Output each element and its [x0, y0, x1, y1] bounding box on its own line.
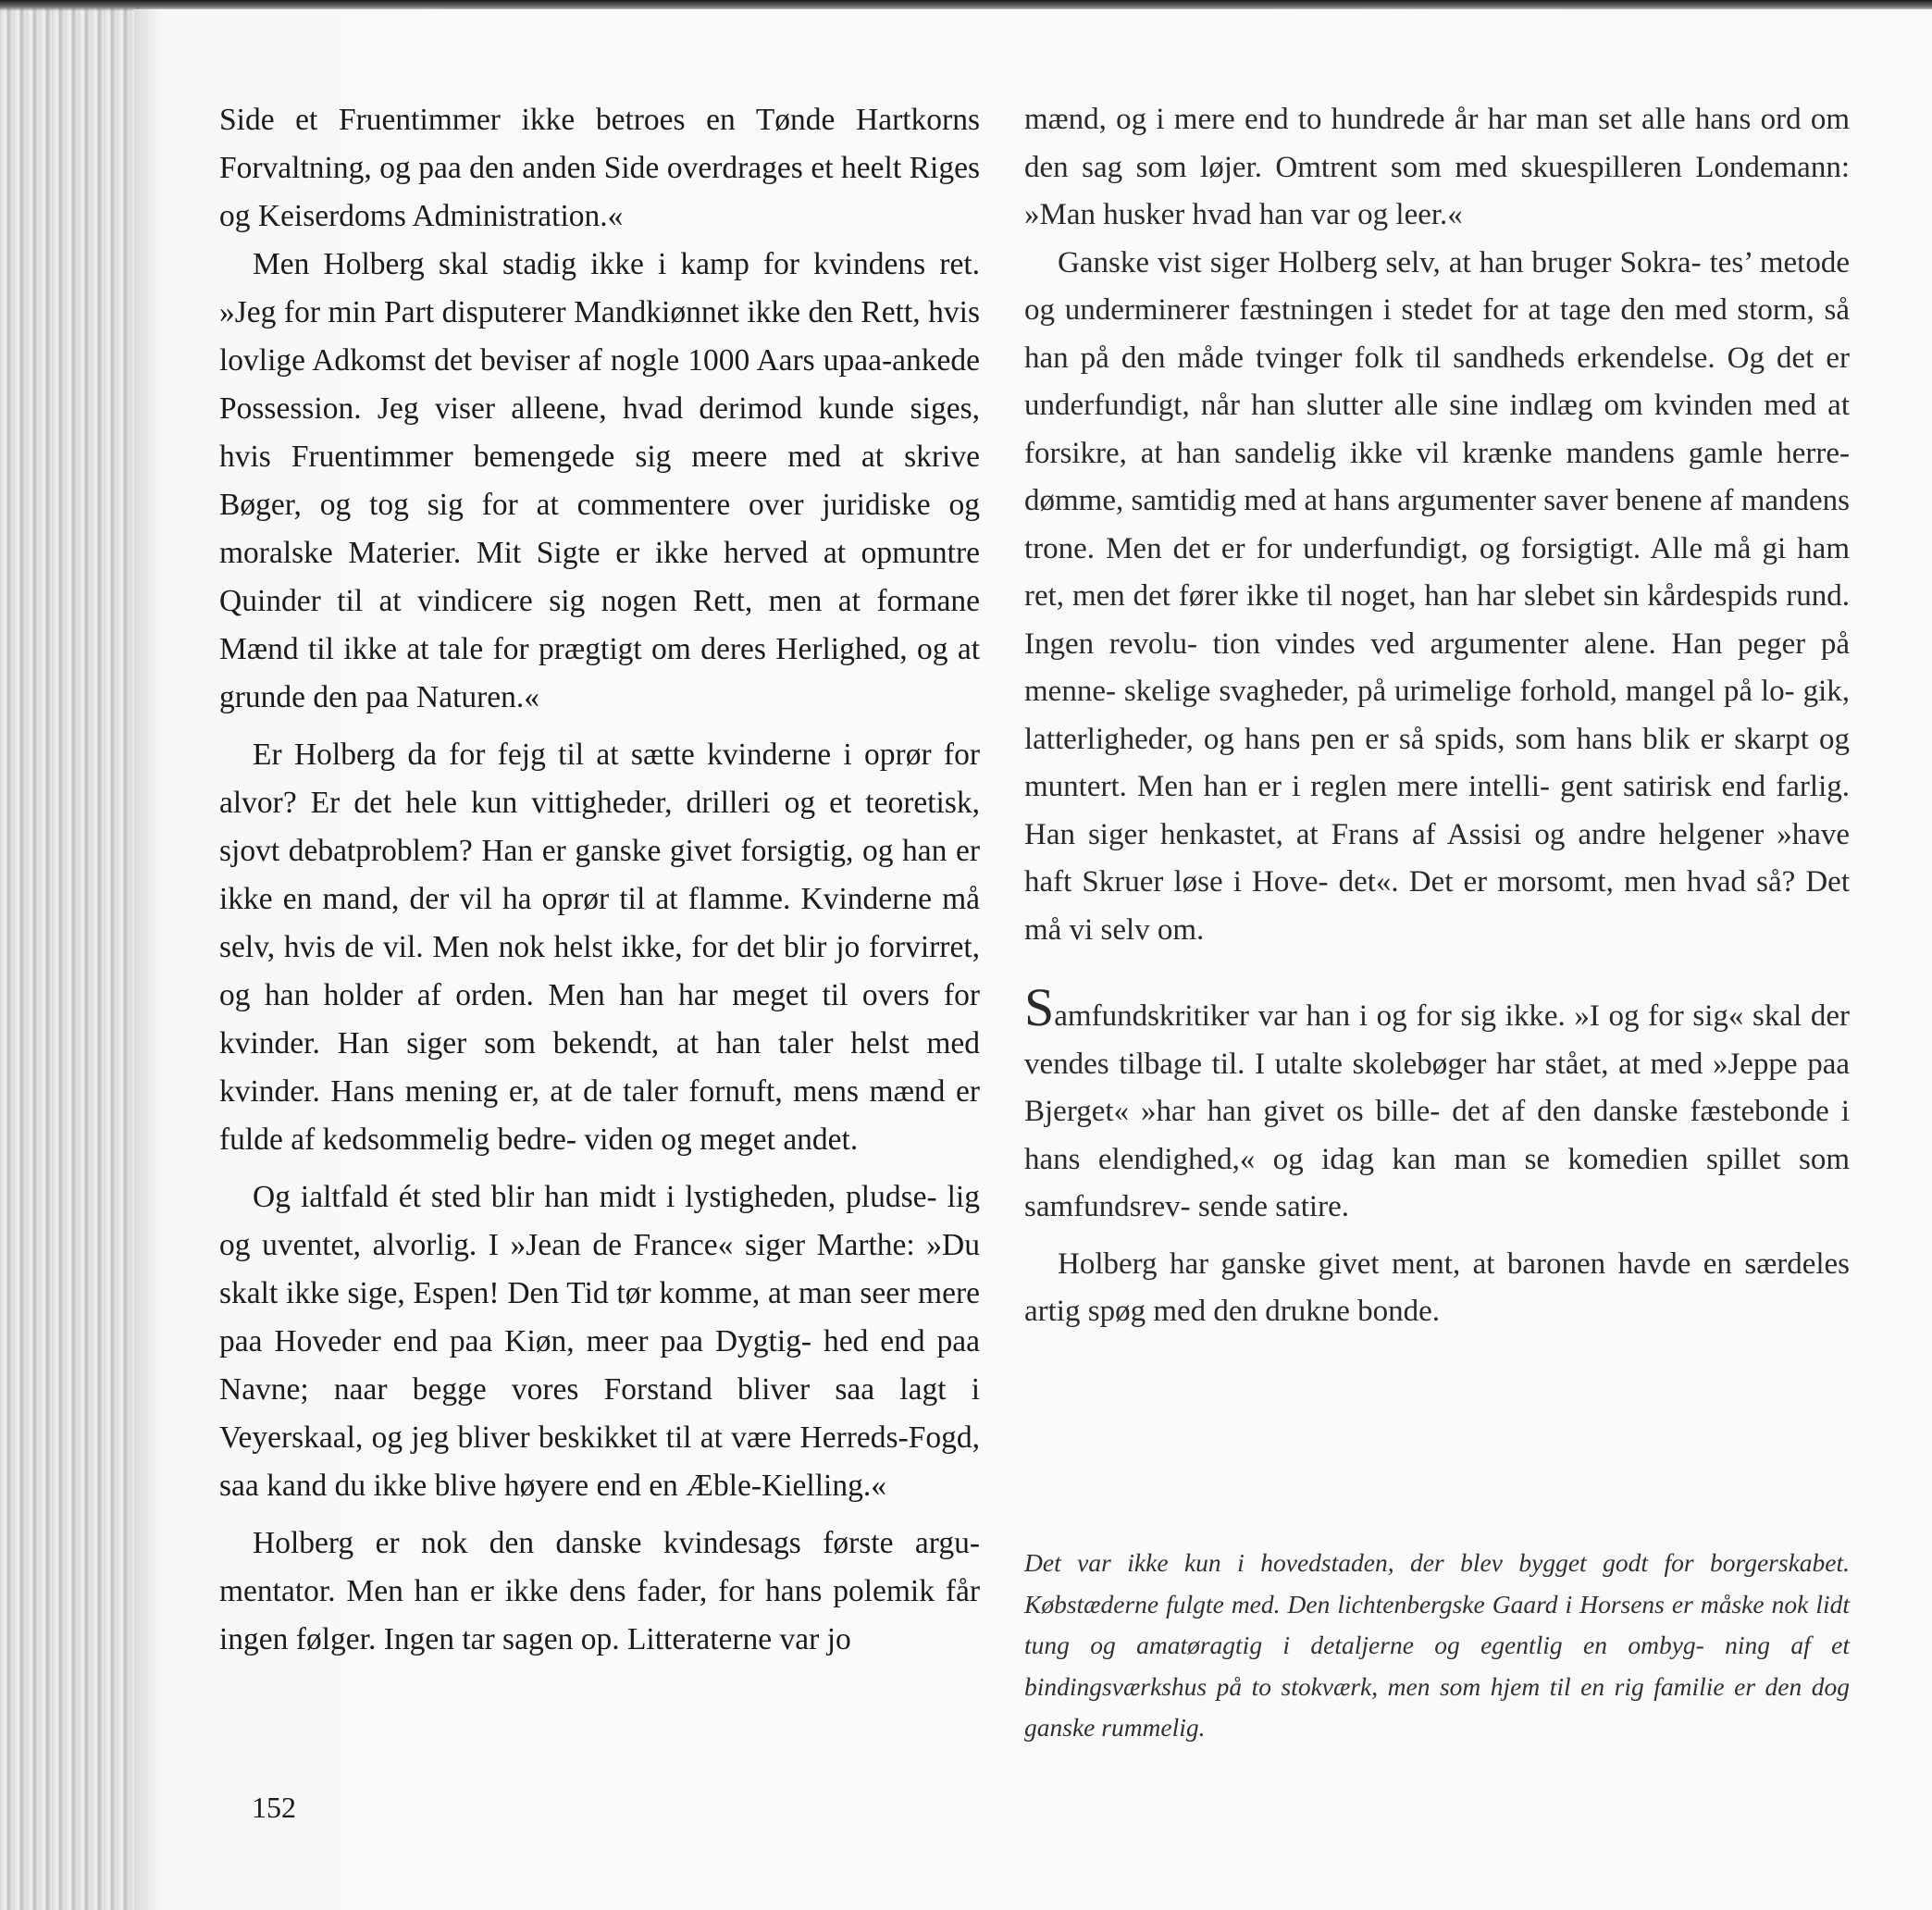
- paragraph: Holberg er nok den danske kvindesags første argu- mentator. Men han er ikke dens fader, for hans polemik får ingen følger. Ingen tar sagen op. Litteraterne var jo: [219, 1526, 980, 1656]
- image-caption: Det var ikke kun i hovedstaden, der blev bygget godt for borgerskabet. Købstæderne fulgte med. Den lichtenbergske Gaard i Horsens er måske nok lidt tung og amatøragtig i detaljerne og egentlig en ombyg- ning af et bindingsværkshus på to stokværk, men som hjem til en rig familie er den dog ganske rummelig.: [1024, 1548, 1850, 1742]
- paragraph: Men Holberg skal stadig ikke i kamp for kvindens ret. »Jeg for min Part disputerer Mandkiønnet ikke den Rett, hvis lovlige Adkomst det beviser af nogle 1000 Aars upaa-ankede Possession. Jeg viser alleene, hvad derimod kunde siges, hvis Fruentimmer bemengede sig meere med at skrive Bøger, og tog sig for at commentere over juridiske og moralske Materier. Mit Sigte er ikke herved at opmuntre Quinder til at vindicere sig nogen Rett, men at formane Mænd til ikke at tale for prægtigt om deres Herlighed, og at grunde den paa Naturen.«: [219, 247, 980, 714]
- paragraph: Holberg har ganske givet ment, at baronen havde en særdeles artig spøg med den drukne bonde.: [1024, 1246, 1850, 1328]
- paragraph: Side et Fruentimmer ikke betroes en Tønde Hartkorns Forvaltning, og paa den anden Side overdrages et heelt Riges og Keiserdoms Administration.«: [219, 103, 980, 233]
- paragraph: Og ialtfald ét sted blir han midt i lystigheden, pludse- lig og uventet, alvorlig. I »Jean de France« siger Marthe: »Du skalt ikke sige, Espen! Den Tid tør komme, at man seer mere paa Hoveder end paa Kiøn, meer paa Dygtig- hed end paa Navne; naar begge vores Forstand bliver saa lagt i Veyerskaal, og jeg bliver beskikket til at være Herreds-Fogd, saa kand du ikke blive høyere end en Æble-Kielling.«: [219, 1180, 980, 1503]
- paragraph: mænd, og i mere end to hundrede år har man set alle hans ord om den sag som løjer. Omtrent som med skuespilleren Londemann: »Man husker hvad han var og leer.«: [1024, 103, 1850, 231]
- section-opening-text: amfundskritiker var han i og for sig ikke. »I og for sig« skal der vendes tilbage til. I utalte skolebøger har stået, at med »Jeppe paa Bjerget« »har han givet os bille- det af den danske fæstebonde i hans elendighed,« og idag kan man se komedien spillet som samfundsrev- sende satire.: [1024, 999, 1850, 1223]
- page-edges: [0, 0, 139, 1910]
- left-column: [219, 96, 980, 1664]
- section-opening-paragraph: [1024, 977, 1850, 1232]
- right-column: [1024, 96, 1850, 1336]
- paragraph: Ganske vist siger Holberg selv, at han bruger Sokra- tes’ metode og underminerer fæstningen i stedet for at tage den med storm, så han på den måde tvinger folk til sandheds erkendelse. Og det er underfundigt, når han slutter alle sine indlæg om kvinden med at forsikre, at han sandelig ikke vil krænke mandens gamle herre- dømme, samtidig med at hans argumenter saver benene af mandens trone. Men det er for underfundigt, og forsigtigt. Alle må gi ham ret, men det fører ikke til noget, han har slebet sin kårdespids rund. Ingen revolu- tion vindes ved argumenter alene. Han peger på menne- skelige svagheder, på urimelige forhold, mangel på lo- gik, latterligheder, og hans pen er så spids, som hans blik er skarpt og muntert. Men han er i reglen mere intelli- gent satirisk end farlig. Han siger henkastet, at Frans af Assisi og andre helgener »have haft Skruer løse i Hove- det«. Det er morsomt, men hvad så? Det må vi selv om.: [1024, 245, 1850, 947]
- drop-cap: S: [1024, 977, 1055, 1037]
- paragraph: Er Holberg da for fejg til at sætte kvinderne i oprør for alvor? Er det hele kun vittigheder, drilleri og et teoretisk, sjovt debatproblem? Han er ganske givet forsigtig, og han er ikke en mand, der vil ha oprør til at flamme. Kvinderne må selv, hvis de vil. Men nok helst ikke, for det blir jo forvirret, og han holder af orden. Men han har meget til overs for kvinder. Han siger som bekendt, at han taler helst med kvinder. Hans mening er, at de taler fornuft, mens mænd er fulde af kedsommelig bedre- viden og meget andet.: [219, 738, 980, 1157]
- page-number: 152: [252, 1791, 296, 1824]
